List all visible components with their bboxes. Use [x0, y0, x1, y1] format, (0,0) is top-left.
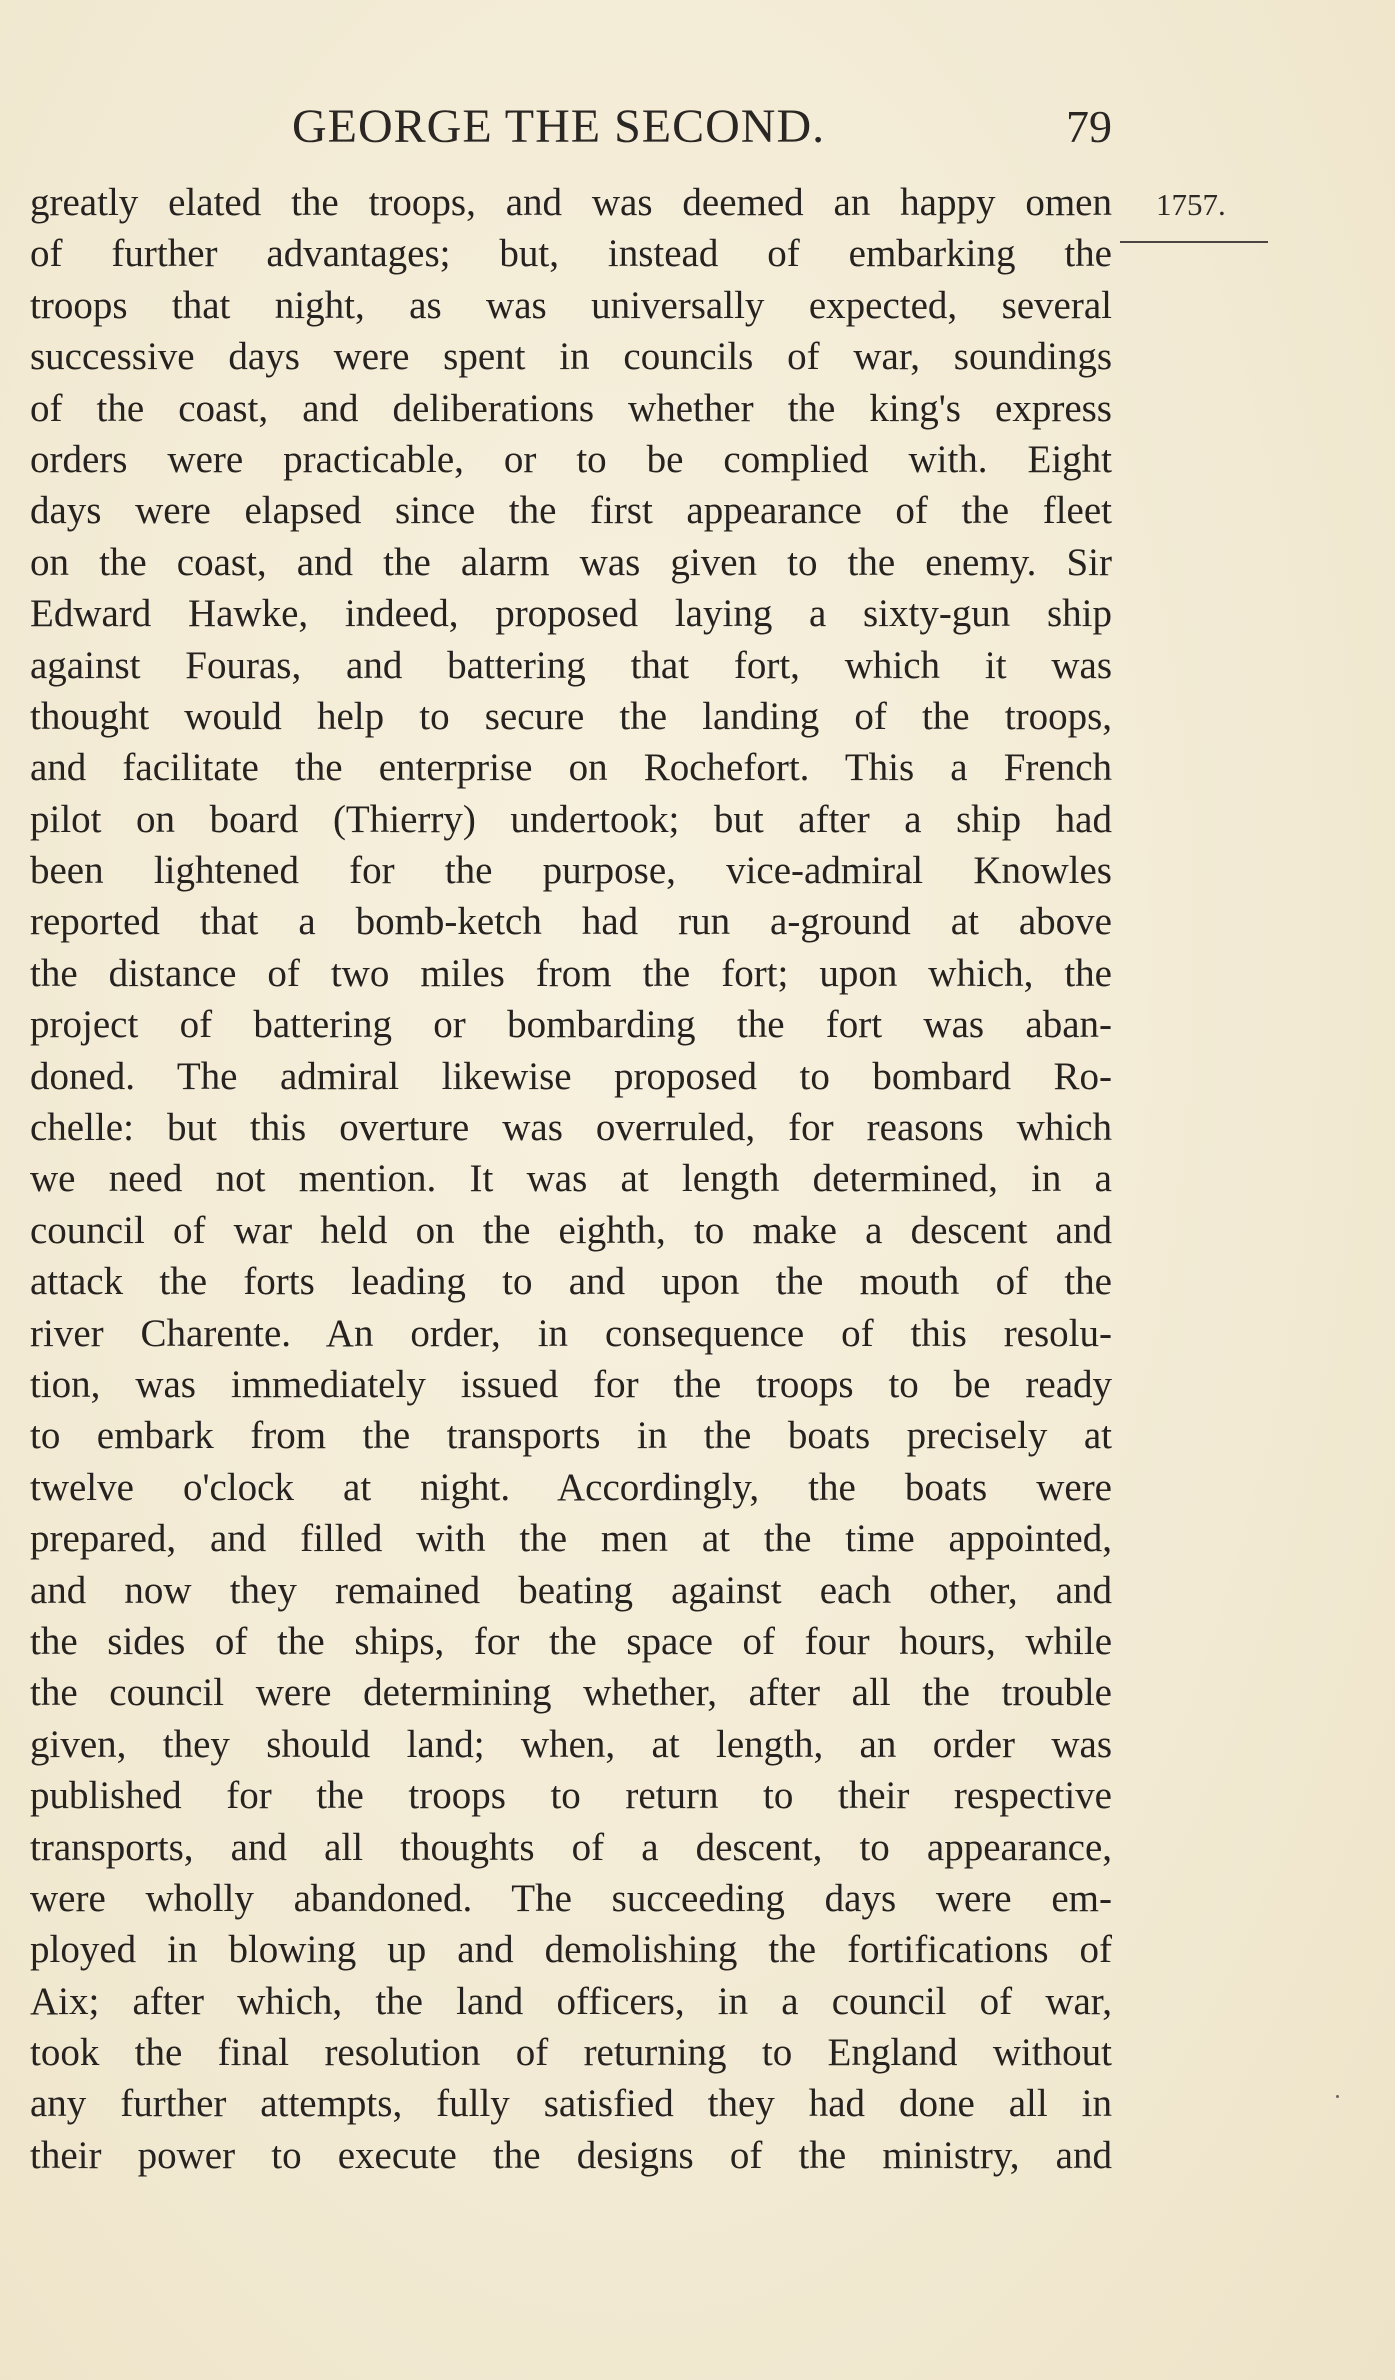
page-number: 79	[1066, 101, 1112, 152]
text-line: attack the forts leading to and upon the mouth of the	[30, 1260, 1112, 1304]
text-line: and facilitate the enterprise on Rochefort. This a French	[30, 746, 1112, 790]
text-line: days were elapsed since the first appearance of the fleet	[30, 489, 1112, 533]
margin-rule	[1120, 241, 1268, 243]
text-line: troops that night, as was universally expected, several	[30, 283, 1112, 327]
text-line: been lightened for the purpose, vice-admiral Knowles	[30, 849, 1112, 893]
text-line: ployed in blowing up and demolishing the fortifications of	[30, 1928, 1112, 1972]
text-line: chelle: but this overture was overruled, for reasons which	[30, 1106, 1112, 1150]
text-line: tion, was immediately issued for the troops to be ready	[30, 1362, 1112, 1406]
body-text	[30, 177, 1112, 2181]
text-line: of further advantages; but, instead of embarking the	[30, 232, 1112, 276]
text-line: the distance of two miles from the fort; upon which, the	[30, 951, 1112, 995]
text-line: took the final resolution of returning to England without	[30, 2031, 1112, 2075]
running-title: GEORGE THE SECOND.	[292, 100, 826, 153]
text-line: against Fouras, and battering that fort, which it was	[30, 643, 1112, 687]
text-line: of the coast, and deliberations whether the king's express	[30, 386, 1112, 430]
text-line: orders were practicable, or to be complied with. Eight	[30, 437, 1112, 481]
text-line: greatly elated the troops, and was deemed an happy omen	[30, 181, 1112, 224]
text-line: transports, and all thoughts of a descent, to appearance,	[30, 1825, 1112, 1869]
text-line: were wholly abandoned. The succeeding days were em-	[30, 1876, 1112, 1920]
text-line: any further attempts, fully satisfied they had done all in	[30, 2082, 1112, 2126]
text-line: and now they remained beating against each other, and	[30, 1568, 1112, 1612]
margin-year-note: 1757.	[1156, 187, 1226, 222]
text-line: pilot on board (Thierry) undertook; but after a ship had	[30, 797, 1112, 841]
text-line: thought would help to secure the landing of the troops,	[30, 694, 1112, 738]
text-line: council of war held on the eighth, to make a descent and	[30, 1208, 1112, 1252]
text-line: Aix; after which, the land officers, in a council of war,	[30, 1979, 1112, 2023]
text-line: the sides of the ships, for the space of four hours, while	[30, 1619, 1112, 1663]
text-line: to embark from the transports in the boats precisely at	[30, 1414, 1112, 1458]
text-line: project of battering or bombarding the fort was aban-	[30, 1003, 1112, 1047]
running-head	[30, 92, 1112, 162]
text-line: prepared, and filled with the men at the time appointed,	[30, 1517, 1112, 1561]
text-line: successive days were spent in councils of war, soundings	[30, 335, 1112, 379]
paper-speck	[1336, 2095, 1339, 2098]
text-line: doned. The admiral likewise proposed to bombard Ro-	[30, 1054, 1112, 1098]
text-line: we need not mention. It was at length determined, in a	[30, 1157, 1112, 1201]
text-line: Edward Hawke, indeed, proposed laying a sixty-gun ship	[30, 592, 1112, 636]
text-line: published for the troops to return to their respective	[30, 1774, 1112, 1818]
text-line: river Charente. An order, in consequence of this resolu-	[30, 1311, 1112, 1355]
text-line: their power to execute the designs of the ministry, and	[30, 2133, 1112, 2177]
text-line: twelve o'clock at night. Accordingly, the boats were	[30, 1465, 1112, 1509]
text-line: given, they should land; when, at length, an order was	[30, 1722, 1112, 1766]
text-line: the council were determining whether, after all the trouble	[30, 1671, 1112, 1715]
text-line: reported that a bomb-ketch had run a-ground at above	[30, 900, 1112, 944]
text-line: on the coast, and the alarm was given to the enemy. Sir	[30, 540, 1112, 584]
